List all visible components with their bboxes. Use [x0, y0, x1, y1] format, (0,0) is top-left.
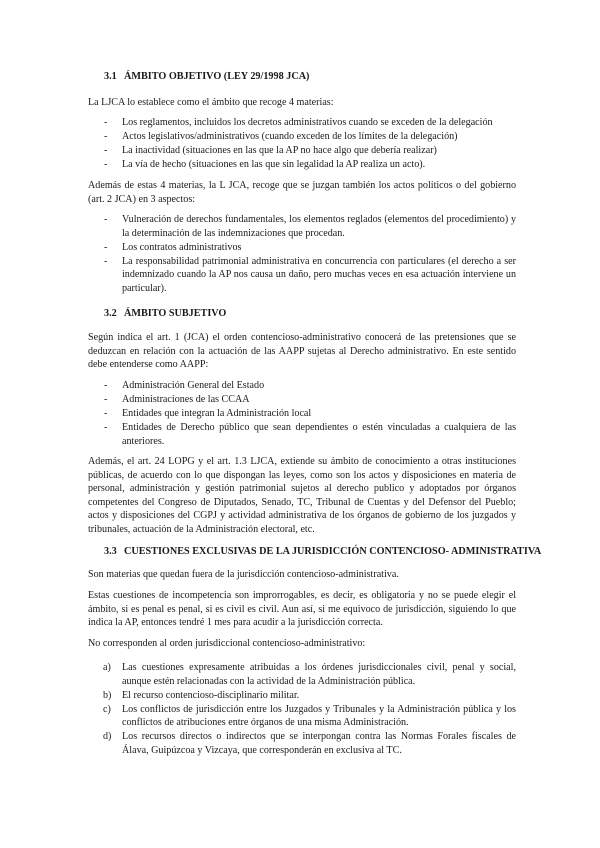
list-item — [88, 393, 516, 407]
section-3-2-heading — [104, 308, 226, 319]
list-item-text: La responsabilidad patrimonial administrativa en concurrencia con particulares (el derecho a ser indemnizado cuando la AP nos causa un daño, pero muchas veces en esa actuación interviene un particular). — [122, 255, 516, 294]
section-title: ÁMBITO SUBJETIVO — [124, 308, 227, 319]
list-item — [88, 213, 516, 240]
list-item — [88, 158, 516, 172]
list-marker: d) — [103, 731, 112, 743]
list-marker: c) — [103, 703, 111, 715]
list-item — [88, 689, 516, 703]
list-item-text: Los contratos administrativos — [122, 241, 242, 253]
bullet-marker: - — [104, 408, 108, 420]
section-3-2-list — [88, 379, 516, 449]
bullet-marker: - — [104, 422, 108, 434]
bullet-marker: - — [104, 131, 108, 143]
list-item-text: La vía de hecho (situaciones en las que sin legalidad la AP realiza un acto). — [122, 159, 426, 171]
section-3-3-paragraph-3: No corresponden al orden jurisdiccional contencioso-administrativo: — [88, 638, 366, 649]
bullet-marker: - — [104, 241, 108, 253]
list-marker: a) — [103, 662, 111, 673]
section-3-3-paragraph-2: Estas cuestiones de incompetencia son improrrogables, es decir, es obligatoria y no se puede elegir el ámbito, si es penal es penal, si es civil es civil. Aun así, si me equivoco de jurisdicción, siguiendo lo que indica la AP, entonces tendré 1 mes para acudir a la jurisdicción correcta. — [88, 590, 516, 629]
list-item-text: Actos legislativos/administrativos (cuando exceden de los límites de la delegación) — [122, 131, 458, 143]
list-item — [88, 703, 516, 730]
list-item — [88, 421, 516, 448]
list-item — [88, 661, 516, 688]
list-item-text: Entidades que integran la Administración local — [122, 408, 312, 420]
section-number: 3.3 — [104, 546, 117, 557]
section-3-1-aspects-list — [88, 213, 516, 296]
bullet-marker: - — [104, 380, 108, 391]
section-number: 3.2 — [104, 308, 117, 319]
section-3-2-paragraph: Según indica el art. 1 (JCA) el orden contencioso-administrativo conocerá de las pretensiones que se deduzcan en relación con la actuación de las AAPP sujetas al Derecho administrativo. En este sentido debe entenderse como AAPP: — [88, 332, 516, 371]
list-item — [88, 241, 516, 255]
bullet-marker: - — [104, 145, 108, 157]
section-3-1-paragraph: Además de estas 4 materias, la L JCA, recoge que se juzgan también los actos políticos o del gobierno (art. 2 JCA) en 3 aspectos: — [88, 180, 516, 205]
list-item — [88, 730, 516, 757]
section-title: CUESTIONES EXCLUSIVAS DE LA JURISDICCIÓN CONTENCIOSO- ADMINISTRATIVA — [124, 546, 542, 557]
list-item-text: Los conflictos de jurisdicción entre los Juzgados y Tribunales y la Administración pública y los conflictos de atribuciones entre órganos de una misma Administración. — [122, 703, 516, 729]
list-marker: b) — [103, 689, 112, 701]
section-3-1-list — [88, 116, 516, 172]
list-item — [88, 255, 516, 296]
section-3-3-paragraph: Son materias que quedan fuera de la jurisdicción contencioso-administrativa. — [88, 569, 399, 580]
section-title: ÁMBITO OBJETIVO (LEY 29/1998 JCA) — [124, 71, 310, 82]
list-item — [88, 116, 516, 130]
list-item-text: Administración General del Estado — [122, 380, 265, 391]
list-item-text: Las cuestiones expresamente atribuidas a los órdenes jurisdiccionales civil, penal y social, aunque estén relacionadas con la actividad de la Administración pública. — [122, 662, 516, 687]
list-item — [88, 407, 516, 421]
bullet-marker: - — [104, 255, 108, 267]
list-item-text: El recurso contencioso-disciplinario militar. — [122, 689, 300, 701]
section-3-2-paragraph-2: Además, el art. 24 LOPG y el art. 1.3 LJCA, extiende su ámbito de conocimiento a otras instituciones públicas, de acuerdo con lo que dispongan las leyes, como son los actos y disposiciones en materia de personal, administración y gestión patrimonial sujetos al derecho publico y adoptados por órganos competentes del Congreso de Diputados, Senado, TC, Tribunal de Cuentas y del Defensor del Pueblo; actos y disposiciones del CGPJ y actividad administrativa de los órganos de gobierno de los juzgados y tribunales, actuación de la Administración electoral, etc. — [88, 456, 516, 535]
section-number: 3.1 — [104, 71, 117, 82]
bullet-marker: - — [104, 159, 108, 171]
list-item-text: Los reglamentos, incluidos los decretos administrativos cuando se exceden de la delegación — [122, 117, 493, 128]
list-item — [88, 144, 516, 158]
bullet-marker: - — [104, 214, 108, 225]
list-item-text: Entidades de Derecho público que sean dependientes o estén vinculadas a cualquiera de las anteriores. — [122, 422, 516, 447]
section-3-3-heading — [104, 546, 541, 557]
list-item-text: Vulneración de derechos fundamentales, los elementos reglados (elementos del procedimiento) y la determinación de las indemnizaciones que procedan. — [122, 214, 516, 239]
list-item-text: Administraciones de las CCAA — [122, 394, 250, 406]
bullet-marker: - — [104, 394, 108, 406]
section-3-1-heading — [104, 71, 309, 82]
list-item — [88, 379, 516, 393]
bullet-marker: - — [104, 117, 108, 128]
list-item-text: Los recursos directos o indirectos que se interpongan contra las Normas Forales fiscales de Álava, Guipúzcoa y Vizcaya, que corresponderán en exclusiva al TC. — [122, 731, 516, 757]
list-item-text: La inactividad (situaciones en las que la AP no hace algo que debería realizar) — [122, 145, 437, 157]
section-3-3-list — [88, 661, 516, 758]
list-item — [88, 130, 516, 144]
section-3-1-intro: La LJCA lo establece como el ámbito que recoge 4 materias: — [88, 97, 334, 108]
